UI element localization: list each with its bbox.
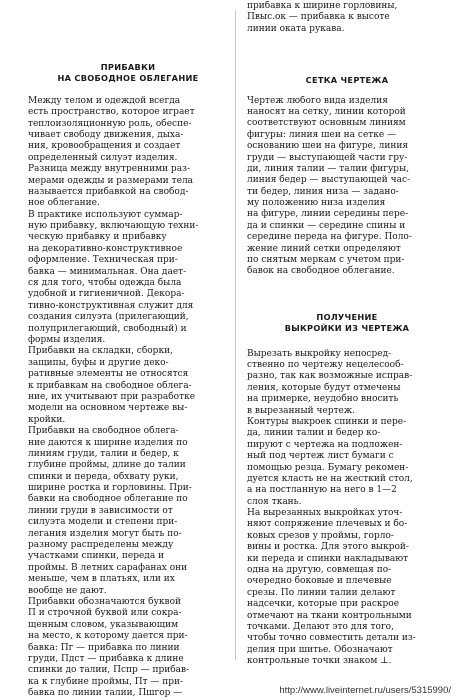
- section-heading-allowances: [28, 62, 228, 85]
- text-line: по снятым меркам с учетом при-: [247, 255, 405, 266]
- text-line: Прибавки на свободное облега-: [28, 426, 179, 437]
- text-line: ный под чертеж лист бумаги с: [247, 451, 394, 462]
- text-line: спинки и переда, обхвату руки,: [28, 471, 179, 482]
- text-line: отмечают на ткани контрольными: [247, 610, 412, 621]
- text-line: на место, к которому дается при-: [28, 631, 188, 642]
- grid-text: [247, 96, 447, 278]
- text-line: очередно боковые и плечевые: [247, 576, 392, 587]
- text-line: Пвыс.ок — прибавка к высоте: [247, 12, 390, 23]
- allowances-text: [28, 96, 228, 700]
- text-line: линиям груди, талии и бедер, к: [28, 448, 179, 459]
- text-line: оформление. Техническая при-: [28, 255, 178, 266]
- text-line: Контуры выкроек спинки и пере-: [247, 416, 407, 427]
- text-line: П и строчной буквой или сокра-: [28, 608, 182, 619]
- text-line: ние, их учитывают при разработке: [28, 391, 196, 402]
- text-line: глубине проймы, длине до талии: [28, 460, 186, 471]
- section-heading-grid: [247, 75, 447, 86]
- text-line: удобной и гигиеничной. Декора-: [28, 289, 185, 300]
- text-line: ди, линия талии — талии фигуры,: [247, 163, 410, 174]
- left-column: [28, 0, 228, 699]
- text-line: вообще не дают.: [28, 585, 107, 596]
- text-line: В практике используют суммар-: [28, 209, 183, 220]
- text-line: ки переда и спинки накладывают: [247, 553, 409, 564]
- text-line: ную прибавку, включающую техни-: [28, 221, 199, 232]
- text-line: ное облегание.: [28, 198, 100, 209]
- text-line: спинки до талии, Пспр — прибав-: [28, 665, 190, 676]
- text-line: создания силуэта (прилегающий,: [28, 312, 189, 323]
- text-line: середине переда на фигуре. Поло-: [247, 232, 412, 243]
- text-line: в вырезанный чертеж.: [247, 405, 356, 416]
- text-line: дуется класть не на жесткий стол,: [247, 473, 413, 484]
- text-line: пируют с чертежа на подложен-: [247, 439, 403, 450]
- text-line: есть пространство, которое играет: [28, 107, 195, 118]
- text-line: мерами одежды и размерами тела: [28, 175, 194, 186]
- text-line: фигуры: линия шеи на сетке —: [247, 129, 397, 140]
- text-line: ративные элементы не относятся: [28, 369, 189, 380]
- text-line: определенный силуэт изделия.: [28, 152, 178, 163]
- text-line: Вырезать выкройку непосред-: [247, 348, 392, 359]
- pattern-text: [247, 349, 447, 668]
- text-line: прибавка к ширине горловины,: [247, 1, 398, 11]
- text-line: му положению низа изделия: [247, 198, 386, 209]
- column-divider: [235, 10, 236, 660]
- text-line: полуприлегающий, свободный) и: [28, 323, 187, 334]
- text-line: помощью резца. Бумагу рекомен-: [247, 462, 409, 473]
- source-url: http://www.liveinternet.ru/users/5315990/: [279, 685, 451, 696]
- text-line: ческую прибавку и прибавку: [28, 232, 167, 243]
- text-line: линия бедер — выступающей час-: [247, 175, 411, 186]
- text-line: на примерке, неудобно вносить: [247, 394, 399, 405]
- text-line: На вырезанных выкройках уточ-: [247, 508, 403, 519]
- text-line: бавок на свободное облегание.: [247, 266, 395, 277]
- text-line: ственно по чертежу нецелесооб-: [247, 359, 404, 370]
- text-line: груди — выступающей части гру-: [247, 152, 408, 163]
- text-line: бавка: Пг — прибавка по линии: [28, 642, 180, 653]
- text-line: основанию шеи на фигуре, линия: [247, 141, 409, 152]
- text-line: бавка по линии талии, Пшгор —: [28, 688, 183, 699]
- heading-line: НА СВОБОДНОЕ ОБЛЕГАНИЕ: [57, 73, 199, 84]
- text-line: защипы, буфы и другие деко-: [28, 357, 169, 368]
- heading-line: ВЫКРОЙКИ ИЗ ЧЕРТЕЖА: [284, 323, 410, 334]
- text-line: ние даются к ширине изделия по: [28, 437, 188, 448]
- text-line: ковых срезов у проймы, горло-: [247, 530, 394, 541]
- text-line: линии оката рукава.: [247, 23, 345, 34]
- text-line: разному распределены между: [28, 540, 174, 551]
- text-line: надсечки, которые при раскрое: [247, 599, 400, 610]
- text-line: вины и ростка. Для этого выкрой-: [247, 542, 409, 553]
- text-line: модели на основном чертеже вы-: [28, 403, 188, 414]
- text-line: Разница между внутренними раз-: [28, 164, 191, 175]
- text-line: линии груди в зависимости от: [28, 505, 173, 516]
- text-line: на декоративно-конструктивное: [28, 243, 183, 254]
- text-line: меньше, чем в платьях, или их: [28, 574, 175, 585]
- text-line: срезы. По линии талии делают: [247, 587, 396, 598]
- text-line: соответствуют основным линиям: [247, 118, 406, 129]
- text-line: Между телом и одеждой всегда: [28, 95, 181, 106]
- text-line: ления, которые будут отмечены: [247, 382, 401, 393]
- text-line: к прибавкам на свободное облега-: [28, 380, 192, 391]
- text-line: точками. Делают это для того,: [247, 621, 394, 632]
- text-line: бавка — минимальная. Она дает-: [28, 266, 187, 277]
- text-line: ти бедер, линия низа — задано-: [247, 186, 399, 197]
- text-line: ширине ростка и горловины. При-: [28, 483, 192, 494]
- text-line: кройки.: [28, 414, 66, 425]
- text-line: наносят на сетку, линии которой: [247, 106, 406, 117]
- text-line: участками спинки, переда и: [28, 551, 165, 562]
- allowances-text-continued: [247, 1, 447, 35]
- text-line: чтобы точно совместить детали из-: [247, 633, 416, 644]
- text-line: проймы. В летних сарафанах они: [28, 562, 188, 573]
- section-heading-pattern: [247, 312, 447, 335]
- right-column: [247, 0, 447, 668]
- text-line: Прибавки обозначаются буквой: [28, 596, 182, 607]
- text-line: называется прибавкой на свобод-: [28, 186, 189, 197]
- text-line: а на постланную на него в 1—2: [247, 485, 397, 496]
- text-line: формы изделия.: [28, 334, 106, 345]
- text-line: одна на другую, совмещая по-: [247, 565, 392, 576]
- text-line: да и спинки — середине спины и: [247, 220, 406, 231]
- text-line: на фигуре, линии середины пере-: [247, 209, 409, 220]
- text-line: жение линий сетки определяют: [247, 243, 401, 254]
- text-line: делия при шитье. Обозначают: [247, 644, 393, 655]
- text-line: легания изделия могут быть по-: [28, 528, 182, 539]
- text-line: да, линии талии и бедер ко-: [247, 428, 381, 439]
- heading-line: СЕТКА ЧЕРТЕЖА: [305, 75, 389, 86]
- text-line: щенным словом, указывающим: [28, 619, 179, 630]
- text-line: Прибавки на складки, сборки,: [28, 346, 173, 357]
- text-line: контрольные точки знаком ⊥.: [247, 656, 392, 667]
- text-line: ся для того, чтобы одежда была: [28, 278, 182, 289]
- text-line: разно, так как возможные исправ-: [247, 371, 413, 382]
- text-line: чивает свободу движения, дыха-: [28, 129, 184, 140]
- text-line: няют сопряжение плечевых и бо-: [247, 519, 408, 530]
- text-line: ния, кровообращения и создает: [28, 141, 181, 152]
- text-line: слоя ткань.: [247, 496, 302, 507]
- text-line: теплоизоляционную роль, обеспе-: [28, 118, 192, 129]
- text-line: бавки на свободное облегание по: [28, 494, 188, 505]
- heading-line: ПОЛУЧЕНИЕ: [316, 311, 378, 322]
- text-line: тивно-конструктивная служит для: [28, 300, 194, 311]
- text-line: груди, Пдст — прибавка к длине: [28, 653, 184, 664]
- text-line: ка к глубине проймы, Пт — при-: [28, 676, 184, 687]
- text-line: Чертеж любого вида изделия: [247, 95, 388, 106]
- heading-line: ПРИБАВКИ: [100, 62, 156, 72]
- text-line: силуэта модели и степени при-: [28, 517, 178, 528]
